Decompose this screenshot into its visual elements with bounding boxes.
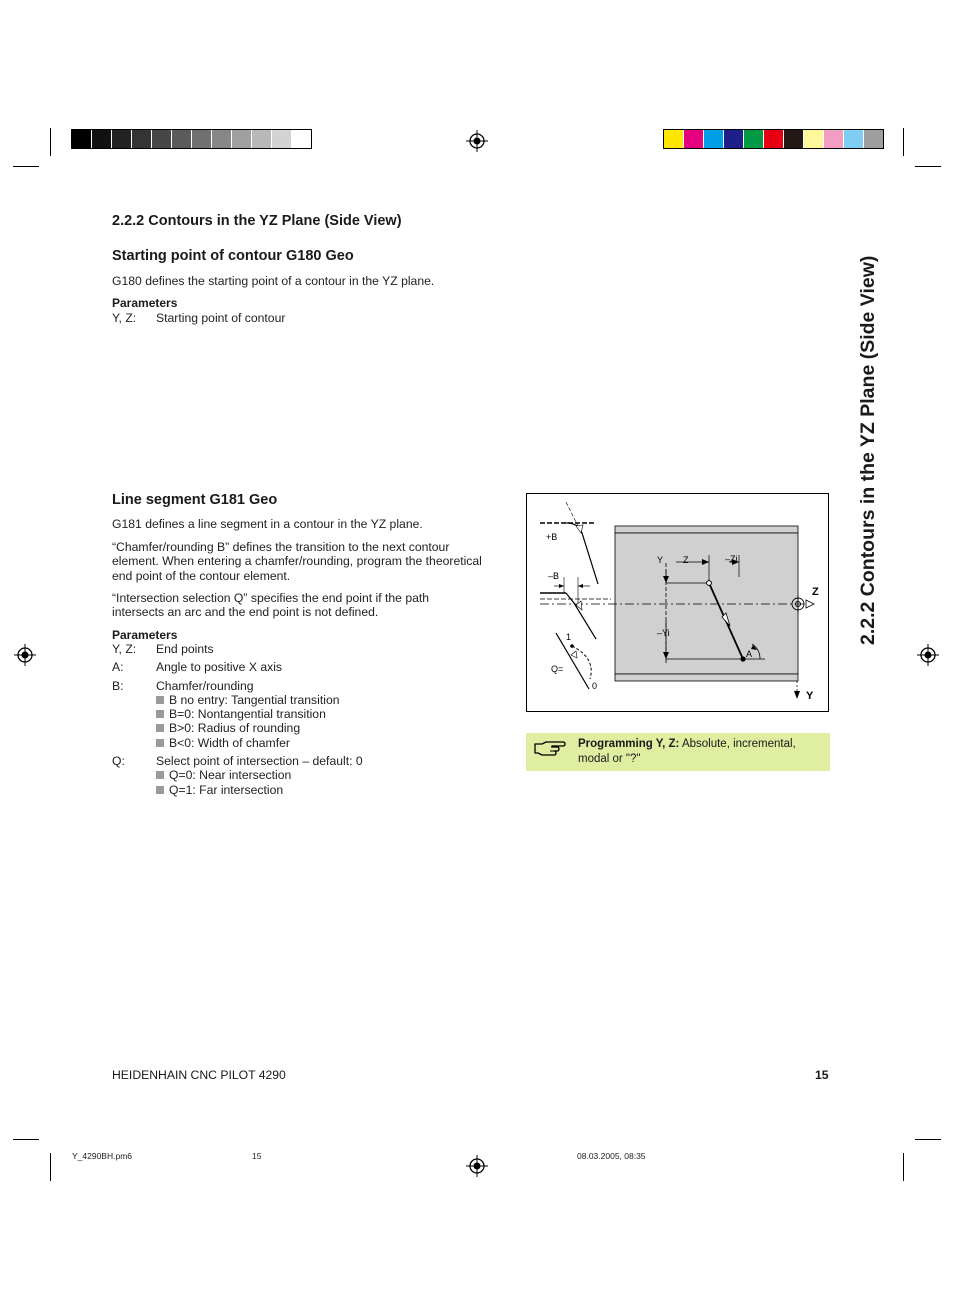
label-one: 1 [566, 632, 572, 642]
footer-title: HEIDENHAIN CNC PILOT 4290 [112, 1068, 286, 1082]
label-minus-b: –B [548, 571, 560, 581]
color-swatch [824, 130, 844, 148]
param-key: Q: [112, 754, 125, 768]
crop-mark [13, 166, 39, 167]
b-option-item: B<0: Width of chamfer [156, 736, 290, 750]
crop-mark [50, 128, 51, 156]
crop-mark [903, 1153, 904, 1181]
g181-intersection-paragraph: “Intersection selection Q” specifies the end point if the path intersects an arc and the end point is not defined. [112, 591, 430, 620]
crop-mark [915, 1139, 941, 1140]
page-number: 15 [815, 1068, 829, 1082]
g181-chamfer-paragraph: “Chamfer/rounding B” defines the transition to the next contour element. When entering a chamfer/rounding, program the theoretical end point of the contour element. [112, 540, 482, 583]
g181-params-label: Parameters [112, 628, 178, 642]
b-option-item: B no entry: Tangential transition [156, 693, 340, 707]
color-swatch [724, 130, 744, 148]
note-body: Absolute, incremental, modal or "?" [578, 738, 796, 765]
color-calibration-bar [663, 129, 884, 149]
q-option-item: Q=1: Far intersection [156, 783, 283, 797]
slug-date: 08.03.2005, 08:35 [577, 1151, 646, 1161]
workpiece-top-band [615, 526, 798, 533]
axis-z-label: Z [812, 586, 819, 598]
color-swatch [744, 130, 764, 148]
grayscale-swatch [232, 130, 252, 148]
g181-title: Line segment G181 Geo [112, 492, 278, 508]
param-key: A: [112, 660, 124, 674]
param-text: Chamfer/rounding [156, 679, 254, 693]
grayscale-swatch [192, 130, 212, 148]
label-zero: 0 [592, 681, 598, 691]
grayscale-swatch [272, 130, 292, 148]
g180-title: Starting point of contour G180 Geo [112, 248, 354, 264]
param-text: Starting point of contour [156, 311, 286, 325]
color-swatch [844, 130, 864, 148]
note-bold: Programming Y, Z: [578, 738, 680, 750]
param-key: Y, Z: [112, 642, 137, 656]
pointing-hand-icon [534, 740, 566, 758]
registration-mark-icon [466, 1155, 488, 1177]
label-minus-zi: –Zi [725, 554, 738, 564]
color-swatch [784, 130, 804, 148]
g181-param-row [112, 679, 502, 694]
color-swatch [804, 130, 824, 148]
grayscale-swatch [112, 130, 132, 148]
crop-mark [50, 1153, 51, 1181]
g180-description: G180 defines the starting point of a contour in the YZ plane. [112, 274, 435, 288]
axis-y-label: Y [806, 690, 814, 702]
registration-mark-icon [917, 644, 939, 666]
note-text [578, 737, 823, 766]
color-swatch [704, 130, 724, 148]
grayscale-swatch [132, 130, 152, 148]
side-tab-title: 2.2.2 Contours in the YZ Plane (Side View) [857, 255, 879, 645]
workpiece-bottom-band [615, 674, 798, 681]
label-minus-yi: –Yi [657, 628, 670, 638]
label-plus-b: +B [546, 532, 558, 542]
g181-diagram [526, 493, 830, 713]
crop-mark [903, 128, 904, 156]
label-y: Y [656, 555, 663, 565]
color-swatch [664, 130, 684, 148]
b-option-item: B>0: Radius of rounding [156, 721, 300, 735]
g181-param-row [112, 642, 502, 657]
param-text: End points [156, 642, 214, 656]
param-text: Angle to positive X axis [156, 660, 283, 674]
grayscale-swatch [172, 130, 192, 148]
grayscale-swatch [212, 130, 232, 148]
label-q-eq: Q= [551, 664, 564, 674]
registration-mark-icon [14, 644, 36, 666]
color-swatch [764, 130, 784, 148]
color-swatch [864, 130, 883, 148]
g180-param-row [112, 311, 502, 326]
color-swatch [684, 130, 704, 148]
b-option-item: B=0: Nontangential transition [156, 707, 326, 721]
grayscale-swatch [292, 130, 311, 148]
param-key: Y, Z: [112, 311, 137, 325]
param-key: B: [112, 679, 124, 693]
registration-mark-icon [466, 130, 488, 152]
grayscale-swatch [92, 130, 112, 148]
grayscale-swatch [72, 130, 92, 148]
slug-filename: Y_4290BH.pm6 [72, 1151, 133, 1161]
grayscale-calibration-bar [71, 129, 312, 149]
slug-page: 15 [252, 1151, 262, 1161]
q-option-item: Q=0: Near intersection [156, 768, 291, 782]
grayscale-swatch [252, 130, 272, 148]
section-heading: 2.2.2 Contours in the YZ Plane (Side View) [112, 213, 402, 229]
g181-param-row [112, 660, 502, 675]
programming-note [526, 733, 830, 771]
label-a: A [746, 649, 753, 659]
grayscale-swatch [152, 130, 172, 148]
crop-mark [915, 166, 941, 167]
label-z: Z [683, 555, 689, 565]
g180-params-label: Parameters [112, 296, 178, 310]
workpiece-body [615, 533, 798, 674]
crop-mark [13, 1139, 39, 1140]
param-text: Select point of intersection – default: 0 [156, 754, 363, 768]
g181-param-row [112, 754, 502, 769]
g181-description: G181 defines a line segment in a contour in the YZ plane. [112, 517, 423, 531]
